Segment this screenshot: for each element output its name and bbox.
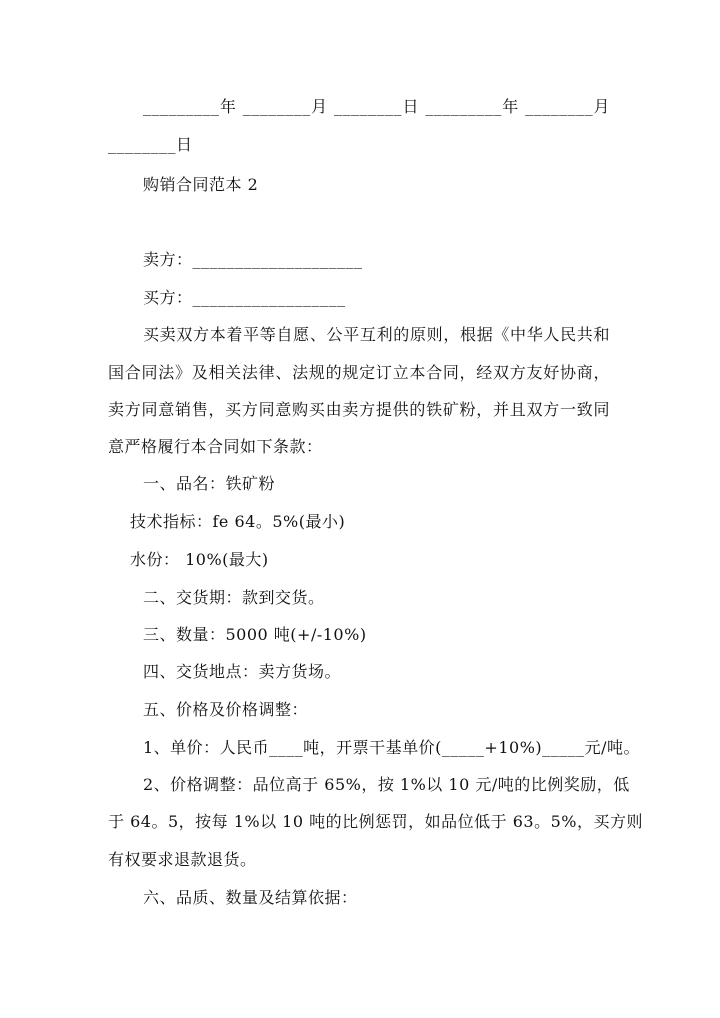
clause-price-heading: 五、价格及价格调整： [143,700,309,719]
clause-delivery-time: 二、交货期：款到交货。 [143,588,325,607]
clause-quality-heading: 六、品质、数量及结算依据： [143,888,358,907]
document-title: 购销合同范本 2 [143,175,259,194]
date-line: _________年 ________月 ________日 _________年 ________月 [143,97,610,116]
clause-moisture: 水份： 10%(最大) [130,550,269,569]
preamble-line-1: 买卖双方本着平等自愿、公平互利的原则，根据《中华人民共和 [143,325,610,344]
clause-price-adjust-line-3: 有权要求退款退货。 [108,850,257,869]
clause-unit-price: 1、单价：人民币____吨，开票干基单价(_____+10%)_____元/吨。 [143,738,641,757]
date-line-continued: ________日 [108,135,193,154]
seller-field: 卖方：____________________ [143,250,363,269]
clause-quantity: 三、数量：5000 吨(+/-10%) [143,625,367,644]
clause-delivery-place: 四、交货地点：卖方货场。 [143,662,342,681]
clause-product-name: 一、品名：铁矿粉 [143,474,276,493]
preamble-line-3: 卖方同意销售，买方同意购买由卖方提供的铁矿粉，并且双方一致同 [108,400,610,419]
preamble-line-4: 意严格履行本合同如下条款： [108,437,323,456]
clause-price-adjust-line-1: 2、价格调整：品位高于 65%，按 1%以 10 元/吨的比例奖励，低 [143,775,630,794]
clause-technical-spec: 技术指标：fe 64。5%(最小) [130,512,346,531]
buyer-field: 买方：__________________ [143,288,346,307]
clause-price-adjust-line-2: 于 64。5，按每 1%以 10 吨的比例惩罚，如品位低于 63。5%，买方则 [108,812,643,831]
preamble-line-2: 国合同法》及相关法律、法规的规定订立本合同，经双方友好协商， [108,363,610,382]
